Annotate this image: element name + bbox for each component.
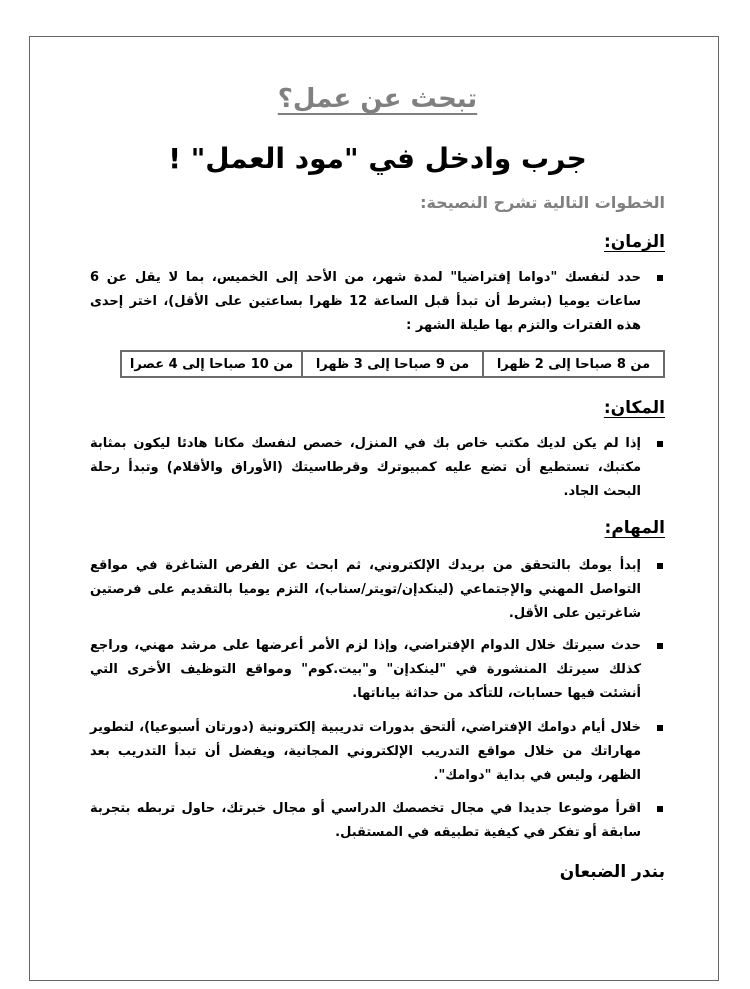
list-item xyxy=(90,634,665,706)
document-title: تبحث عن عمل؟ xyxy=(277,84,478,114)
bullet-icon xyxy=(657,725,663,731)
document-body xyxy=(90,0,665,989)
time-slot-cell: من 8 صباحا إلى 2 ظهرا xyxy=(483,351,664,377)
list-item-text: اقرأ موضوعا جديدا في مجال تخصصك الدراسي أو مجال خبرتك، حاول تربطه بتجربة سابقة أو تفكر في كيفية تطبيقه في المستقبل. xyxy=(90,801,641,840)
time-slots-table xyxy=(120,350,665,378)
document-subtitle: الخطوات التالية تشرح النصيحة: xyxy=(420,193,665,212)
time-slot-cell: من 9 صباحا إلى 3 ظهرا xyxy=(302,351,483,377)
list-item xyxy=(90,432,665,504)
list-item xyxy=(90,797,665,845)
bullet-icon xyxy=(657,563,663,569)
time-slot-cell: من 10 صباحا إلى 4 عصرا xyxy=(121,351,302,377)
section-heading-time: الزمان: xyxy=(603,232,665,252)
list-item-text: خلال أيام دوامك الإفتراضي، ألتحق بدورات تدريبية إلكترونية (دورتان أسبوعيا)، لتطوير مهاراتك من خلال مواقع التدريب الإلكتروني المجانية، ويفضل أن تبدأ التدريب بعد الظهر، وليس في بداية "دوامك". xyxy=(90,720,641,783)
list-item xyxy=(90,554,665,626)
author-signature: بندر الضبعان xyxy=(559,862,665,882)
list-item xyxy=(90,716,665,788)
section-heading-place: المكان: xyxy=(603,398,665,418)
bullet-icon xyxy=(657,806,663,812)
list-item-text: إذا لم يكن لديك مكتب خاص بك في المنزل، خصص لنفسك مكانا هادئا ليكون بمثابة مكتبك، تستطيع أن تضع عليه كمبيوترك وقرطاسيتك (الأوراق والأقلام) وتبدأ رحلة البحث الجاد. xyxy=(90,436,641,499)
section-heading-tasks: المهام: xyxy=(604,518,665,538)
list-item-text: إبدأ يومك بالتحقق من بريدك الإلكتروني، ثم ابحث عن الفرص الشاغرة في مواقع التواصل المهني والإجتماعي (لينكدإن/تويتر/سناب)، التزم يوميا بالتقديم على فرصتين شاغرتين على الأقل. xyxy=(90,558,641,621)
list-item xyxy=(90,266,665,338)
list-item-text: حدث سيرتك خلال الدوام الإفتراضي، وإذا لزم الأمر أعرضها على مرشد مهني، وراجع كذلك سيرتك المنشورة في "لينكدإن" و"بيت.كوم" ومواقع التوظيف الأخرى التي أنشئت فيها حسابات، للتأكد من حداثة بياناتها. xyxy=(90,638,641,701)
bullet-icon xyxy=(657,441,663,447)
document-headline: جرب وادخل في "مود العمل" ! xyxy=(168,142,587,175)
bullet-icon xyxy=(657,275,663,281)
table-row xyxy=(121,351,664,377)
list-item-text: حدد لنفسك "دواما إفتراضيا" لمدة شهر، من الأحد إلى الخميس، بما لا يقل عن 6 ساعات يوميا (بشرط أن تبدأ قبل الساعة 12 ظهرا بساعتين على الأقل)، اختر إحدى هذه الفترات والتزم بها طيلة الشهر : xyxy=(90,270,641,333)
bullet-icon xyxy=(657,643,663,649)
